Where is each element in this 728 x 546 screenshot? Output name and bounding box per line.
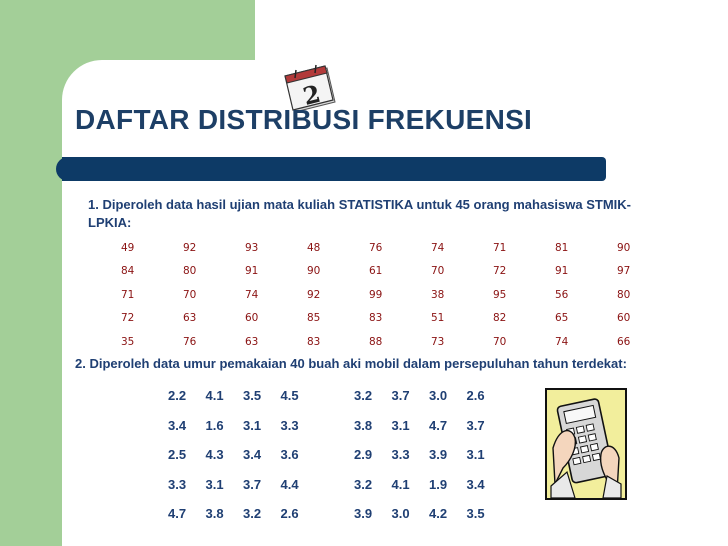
table-cell: 3.1 [243,417,262,433]
table-cell: 91 [555,265,569,278]
table-cell: 35 [121,335,135,348]
table-cell: 3.7 [243,476,262,492]
table-cell: 65 [555,312,569,325]
table-cell: 3.7 [466,417,485,433]
table-cell: 4.2 [429,506,448,522]
table-cell: 63 [183,312,197,325]
table-cell: 71 [493,241,507,254]
table-cell: 76 [369,241,383,254]
hands-calculator-icon [545,388,627,500]
table-cell: 76 [183,335,197,348]
table-cell: 3.3 [391,447,410,463]
table-row [95,260,653,284]
table-cell: 3.0 [391,506,410,522]
table-cell: 72 [493,265,507,278]
table-row [160,470,496,500]
table-cell: 73 [431,335,445,348]
table-cell: 3.1 [466,447,485,463]
table-cell: 3.9 [354,506,373,522]
table-cell: 3.1 [205,476,224,492]
table-cell: 90 [617,241,631,254]
table-cell: 80 [183,265,197,278]
table-cell: 3.5 [466,506,485,522]
column-gap [310,470,346,500]
table-cell: 3.1 [391,417,410,433]
table-row [160,499,496,529]
table-cell: 3.5 [243,388,262,404]
table-cell: 61 [369,265,383,278]
table-cell: 74 [245,288,259,301]
table-cell: 3.8 [354,417,373,433]
table-cell: 2.6 [466,388,485,404]
table-cell: 3.2 [354,388,373,404]
table-cell: 3.9 [429,447,448,463]
table-row [160,440,496,470]
table-cell: 3.0 [429,388,448,404]
table-cell: 74 [555,335,569,348]
section1-text: Diperoleh data hasil ujian mata kuliah STATISTIKA untuk 45 orang mahasiswa STMIK-LPKIA: [88,197,631,230]
table-cell: 1.6 [205,417,224,433]
battery-age-table [160,381,496,529]
table-cell: 63 [245,335,259,348]
table-cell: 2.5 [168,447,187,463]
table-cell: 71 [121,288,135,301]
exam-scores-table [95,236,653,354]
table-cell: 82 [493,312,507,325]
table-cell: 3.2 [243,506,262,522]
table-cell: 74 [431,241,445,254]
section1-number: 1. [88,197,99,212]
table-row [160,411,496,441]
table-cell: 4.3 [205,447,224,463]
table-cell: 4.7 [168,506,187,522]
table-cell: 3.2 [354,476,373,492]
table-cell: 81 [555,241,569,254]
column-gap [310,440,346,470]
column-gap [310,499,346,529]
table-row [95,236,653,260]
table-cell: 99 [369,288,383,301]
table-cell: 70 [431,265,445,278]
table-cell: 2.6 [280,506,299,522]
table-cell: 4.7 [429,417,448,433]
table-cell: 83 [369,312,383,325]
table-cell: 66 [617,335,631,348]
table-cell: 84 [121,265,135,278]
table-cell: 90 [307,265,321,278]
table-cell: 56 [555,288,569,301]
table-row [95,330,653,354]
table-cell: 60 [245,312,259,325]
table-cell: 3.6 [280,447,299,463]
table-cell: 70 [493,335,507,348]
table-cell: 38 [431,288,445,301]
table-cell: 48 [307,241,321,254]
title-rule [62,157,606,181]
page-title: DAFTAR DISTRIBUSI FREKUENSI [75,104,533,135]
table-cell: 4.1 [205,388,224,404]
table-cell: 3.8 [205,506,224,522]
table-row [95,283,653,307]
calendar-digit: 2 [300,78,324,111]
column-gap [310,381,346,411]
table-cell: 95 [493,288,507,301]
table-cell: 3.3 [168,476,187,492]
table-cell: 85 [307,312,321,325]
table-cell: 2.9 [354,447,373,463]
table-cell: 83 [307,335,321,348]
table-cell: 49 [121,241,135,254]
table-cell: 3.4 [168,417,187,433]
table-cell: 3.4 [243,447,262,463]
table-cell: 4.4 [280,476,299,492]
section1-heading [88,196,648,232]
table-cell: 91 [245,265,259,278]
table-cell: 88 [369,335,383,348]
table-cell: 3.4 [466,476,485,492]
table-row [95,307,653,331]
table-cell: 70 [183,288,197,301]
table-cell: 4.1 [391,476,410,492]
table-cell: 3.3 [280,417,299,433]
table-cell: 51 [431,312,445,325]
table-cell: 4.5 [280,388,299,404]
table-cell: 93 [245,241,259,254]
table-cell: 80 [617,288,631,301]
section2-heading: 2. Diperoleh data umur pemakaian 40 buah aki mobil dalam persepuluhan tahun terdekat: [75,356,627,371]
table-cell: 97 [617,265,631,278]
table-cell: 2.2 [168,388,187,404]
table-row [160,381,496,411]
table-cell: 3.7 [391,388,410,404]
table-cell: 60 [617,312,631,325]
table-cell: 92 [183,241,197,254]
table-cell: 72 [121,312,135,325]
column-gap [310,411,346,441]
table-cell: 1.9 [429,476,448,492]
table-cell: 92 [307,288,321,301]
